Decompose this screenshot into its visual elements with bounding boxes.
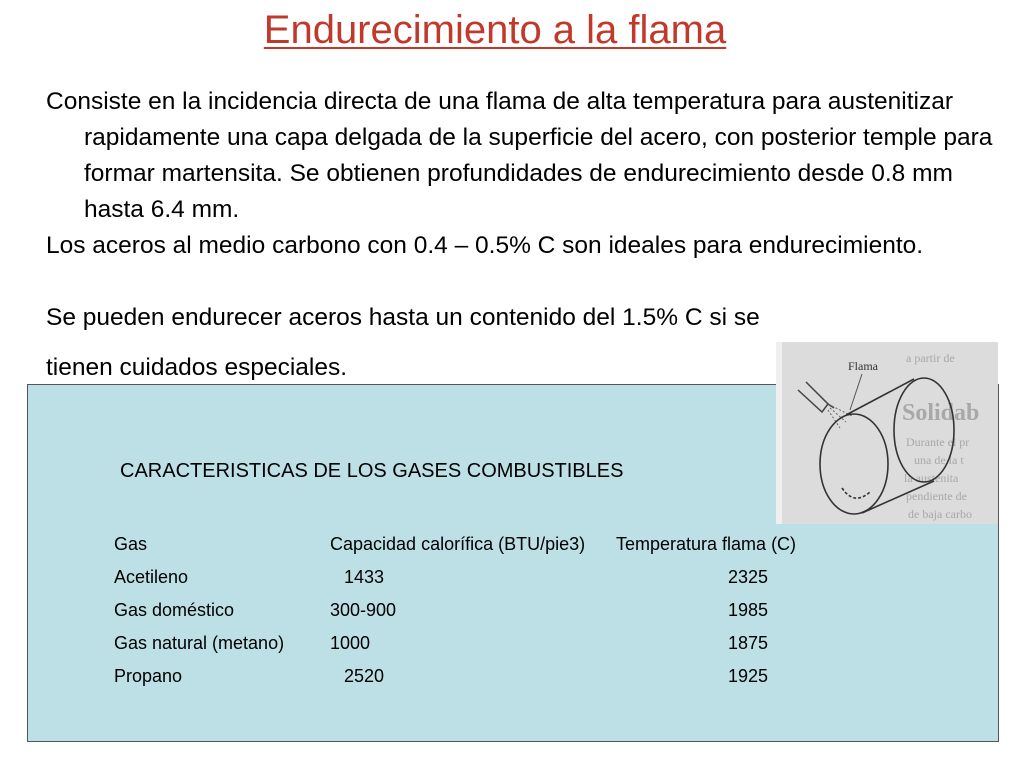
cell-gas: Gas natural (metano)	[114, 633, 285, 653]
paragraph-flame-hardening: Consiste en la incidencia directa de una flama de alta temperatura para austenitizar rapidamente una capa delgada de la superficie del acero, con posterior temple para formar martensita. Se obtienen profundidades de endurecimiento desde 0.8 mm hasta 6.4 mm.	[46, 88, 993, 223]
cell-capacity: 1433	[344, 567, 385, 587]
cell-gas: Acetileno	[114, 567, 189, 587]
table-row	[110, 660, 988, 693]
cell-temperature: 1875	[728, 633, 769, 653]
slide-title: Endurecimiento a la flama	[263, 8, 727, 52]
table-row	[110, 594, 988, 627]
cell-temperature: 1925	[728, 666, 769, 686]
header-temperature: Temperatura flama (C)	[616, 534, 797, 554]
gases-table	[110, 528, 988, 693]
cell-capacity: 2520	[344, 666, 385, 686]
flame-hardening-figure	[776, 342, 998, 524]
background-text: de baja carbo	[908, 507, 972, 521]
header-capacity: Capacidad calorífica (BTU/pie3)	[330, 534, 586, 554]
background-text: Solidab	[902, 400, 980, 426]
cell-gas: Gas doméstico	[114, 600, 235, 620]
paragraph-medium-carbon: Los aceros al medio carbono con 0.4 – 0.5% C son ideales para endurecimiento.	[46, 232, 924, 259]
paragraph-carbon-limit-line1: Se pueden endurecer aceros hasta un contenido del 1.5% C si se	[46, 304, 760, 331]
background-text: la austenita	[904, 471, 959, 485]
gases-panel-title: CARACTERISTICAS DE LOS GASES COMBUSTIBLES	[120, 460, 624, 482]
paragraph-carbon-limit-line2: tienen cuidados especiales.	[46, 354, 348, 381]
cell-temperature: 2325	[728, 567, 769, 587]
table-row	[110, 561, 988, 594]
cell-capacity: 1000	[330, 633, 371, 653]
background-text: Durante el pr	[906, 435, 970, 449]
background-text: una de la t	[914, 453, 964, 467]
cell-gas: Propano	[114, 666, 183, 686]
background-text: a partir de	[906, 351, 955, 365]
table-header-row	[110, 528, 988, 561]
background-text: pendiente de	[906, 489, 967, 503]
table-row	[110, 627, 988, 660]
flame-label: Flama	[848, 359, 878, 373]
cell-temperature: 1985	[728, 600, 769, 620]
flame-cylinder-illustration	[776, 342, 998, 524]
header-gas: Gas	[114, 534, 148, 554]
cell-capacity: 300-900	[330, 600, 397, 620]
